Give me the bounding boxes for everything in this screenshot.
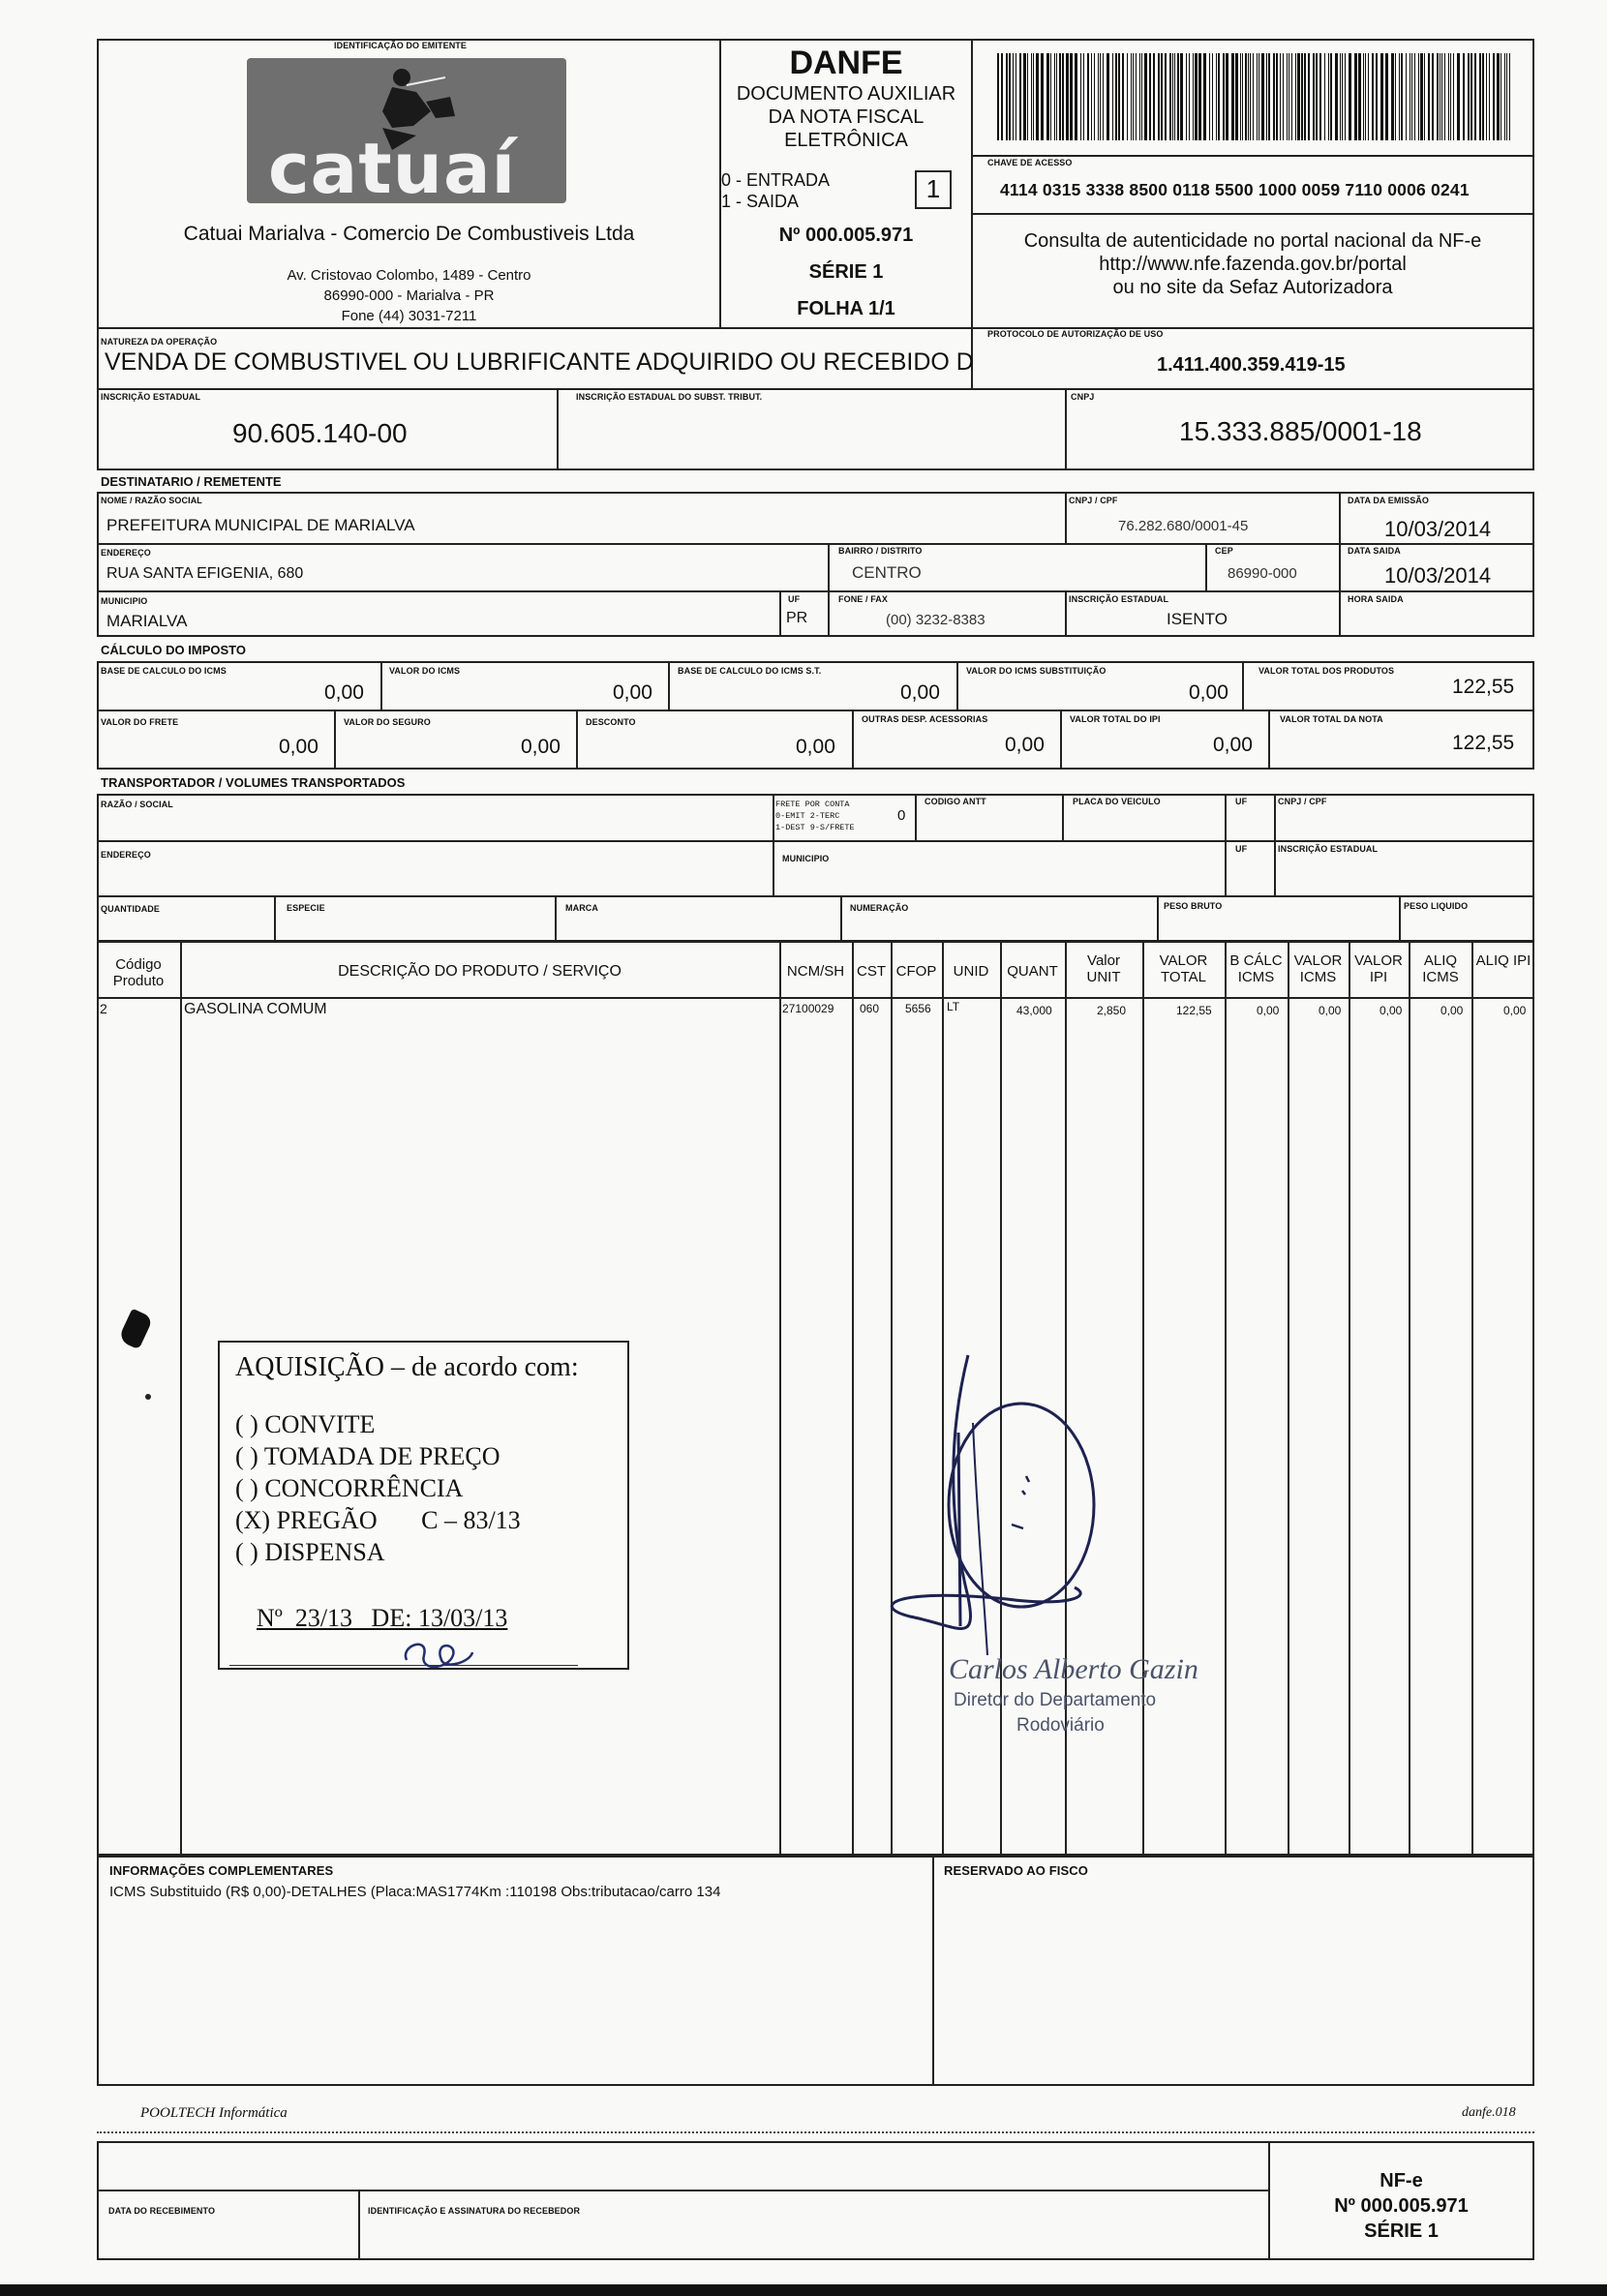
barcode-bar [1158,53,1160,140]
col-ncm: NCM/SH [786,963,845,980]
col-unit: UNID [953,963,989,980]
danfe-number: Nº 000.005.971 [778,225,914,246]
additional-info-label: INFORMAÇÕES COMPLEMENTARES [109,1863,334,1878]
state-reg-st-label: INSCRIÇÃO ESTADUAL DO SUBST. TRIBUT. [576,392,763,402]
numbering-label: NUMERAÇÃO [850,903,909,913]
barcode-bar [1036,53,1039,140]
barcode-bar [1258,53,1259,140]
col-unit-value: Valor UNIT [1086,952,1121,985]
freight-by-line2: 0-EMIT 2-TERC [775,811,840,821]
barcode-bar [1280,53,1281,140]
state-reg-value: 90.605.140-00 [232,418,408,448]
barcode-bar [1149,53,1151,140]
row-unit-value: 2,850 [1097,1004,1127,1017]
barcode-bar [1248,53,1249,140]
logo-wordmark: catuaí [268,128,517,203]
barcode-bar [1209,53,1210,140]
barcode-bar [1257,53,1258,140]
barcode-bar [1083,53,1084,140]
barcode-bar [1223,53,1225,140]
barcode-bar [1087,53,1089,140]
col-total: VALOR TOTAL [1159,952,1208,985]
freight: 0,00 [279,736,318,758]
barcode-bar [1463,53,1465,140]
barcode-bar [1295,53,1296,140]
barcode-bar [1399,53,1400,140]
barcode-bar [1340,53,1341,140]
barcode-bar [1297,53,1300,140]
barcode-bar [1103,53,1104,140]
barcode-bar [1313,53,1315,140]
barcode-bar [1493,53,1495,140]
danfe-page: FOLHA 1/1 [797,298,895,319]
freight-by-line3: 1-DEST 9-S/FRETE [775,823,855,832]
barcode-bar [1504,53,1505,140]
icms-st-value-label: VALOR DO ICMS SUBSTITUIÇÃO [966,666,1107,676]
barcode-bar [1094,53,1095,140]
row-total: 122,55 [1176,1004,1212,1017]
barcode-bar [1136,53,1137,140]
col-icms-value: VALOR ICMS [1293,952,1343,985]
stamp-opt2: ( ) TOMADA DE PREÇO [235,1442,500,1470]
barcode-bar [1372,53,1374,140]
barcode-bar [1019,53,1021,140]
antt-label: CODIGO ANTT [925,797,986,806]
col-ipi-value: VALOR IPI [1354,952,1403,985]
icms-value-label: VALOR DO ICMS [389,666,461,676]
fisco-label: RESERVADO AO FISCO [944,1863,1088,1878]
col-cfop: CFOP [895,963,937,980]
icms-value: 0,00 [613,681,652,704]
barcode [997,53,1510,140]
barcode-bar [1457,53,1460,140]
recipient-name-label: NOME / RAZÃO SOCIAL [101,496,202,505]
barcode-bar [1474,53,1476,140]
barcode-bar [1027,53,1028,140]
insurance-label: VALOR DO SEGURO [344,717,431,727]
barcode-bar [1098,53,1099,140]
issuer-address-line1: Av. Cristovao Colombo, 1489 - Centro [287,267,531,284]
barcode-bar [1046,53,1049,140]
danfe-subtitle-3: ELETRÔNICA [784,130,908,151]
barcode-bar [1424,53,1425,140]
barcode-bar [1161,53,1163,140]
protocol-label: PROTOCOLO DE AUTORIZAÇÃO DE USO [987,329,1164,339]
barcode-bar [1316,53,1318,140]
issue-date: 10/03/2014 [1384,517,1492,541]
issuer-logo [247,58,566,203]
barcode-bar [1006,53,1008,140]
danfe-title: DANFE [789,45,903,81]
icms-st-base-label: BASE DE CALCULO DO ICMS S.T. [678,666,822,676]
row-unit: LT [947,1000,960,1013]
products-total: 122,55 [1452,676,1515,698]
other-label: OUTRAS DESP. ACESSORIAS [862,714,988,724]
stub-nfe-number: Nº 000.005.971 [1334,2195,1469,2217]
handwritten-initials [395,1631,482,1679]
barcode-bar [1432,53,1434,140]
danfe-subtitle-1: DOCUMENTO AUXILIAR [736,83,956,105]
row-icms-base: 0,00 [1257,1004,1280,1017]
barcode-bar [1365,53,1366,140]
barcode-bar [1141,53,1142,140]
barcode-bar [1497,53,1500,140]
barcode-bar [1448,53,1449,140]
barcode-bar [1169,53,1171,140]
handwritten-signature [852,1336,1123,1704]
transport-address-label: ENDEREÇO [101,850,151,860]
city: MARIALVA [106,612,188,630]
barcode-bar [1328,53,1329,140]
cnpj-value: 15.333.885/0001-18 [1179,416,1422,446]
barcode-bar [1385,53,1388,140]
uf-label: UF [788,594,801,604]
col-code: Código Produto [112,956,165,989]
barcode-bar [1428,53,1430,140]
stub-nfe: NF-e [1380,2170,1423,2191]
consult-line1: Consulta de autenticidade no portal nacional da NF-e [1023,230,1482,252]
col-cst: CST [857,963,886,980]
cut-line [97,2131,1534,2133]
barcode-bar [1080,53,1081,140]
barcode-bar [1376,53,1378,140]
acquisition-stamp [218,1341,629,1670]
barcode-bar [1283,53,1284,140]
barcode-bar [1062,53,1064,140]
phone: (00) 3232-8383 [886,612,985,628]
icms-st-base: 0,00 [900,681,940,704]
nature-value: VENDA DE COMBUSTIVEL OU LUBRIFICANTE ADQUIRIDO OU RECEBIDO D [105,348,974,376]
barcode-bar [1266,53,1267,140]
issuer-name: Catuai Marialva - Comercio De Combustiveis Ltda [183,223,635,245]
stamp-opt4: (X) PREGÃO C – 83/13 [235,1506,521,1534]
icms-base: 0,00 [324,681,364,704]
barcode-bar [1075,53,1077,140]
barcode-bar [1059,53,1061,140]
issuer-address-line2: 86990-000 - Marialva - PR [323,287,495,304]
recipient-name: PREFEITURA MUNICIPAL DE MARIALVA [106,516,415,534]
issue-date-label: DATA DA EMISSÃO [1348,496,1429,505]
stamp-opt1: ( ) CONVITE [235,1410,376,1438]
transport-uf2-label: UF [1235,844,1248,854]
row-icms-value: 0,00 [1319,1004,1342,1017]
recipient-state-reg-label: INSCRIÇÃO ESTADUAL [1069,594,1169,604]
barcode-bar [1131,53,1132,140]
barcode-bar [1172,53,1173,140]
barcode-bar [1308,53,1310,140]
barcode-bar [1411,53,1412,140]
row-desc: GASOLINA COMUM [184,1001,327,1017]
qty-label: QUANTIDADE [101,904,160,914]
barcode-bar [1133,53,1134,140]
barcode-bar [1153,53,1155,140]
state-reg-label: INSCRIÇÃO ESTADUAL [101,392,201,402]
species-label: ESPECIE [287,903,325,913]
danfe-series: SÉRIE 1 [808,261,884,283]
tax-section: CÁLCULO DO IMPOSTO [101,643,246,657]
consult-line3: ou no site da Sefaz Autorizadora [1112,277,1393,298]
access-key[interactable]: 4114 0315 3338 8500 0118 5500 1000 0059 7110 0006 0241 [1000,180,1470,199]
row-ipi-rate: 0,00 [1503,1004,1527,1017]
freight-by-line1: FRETE POR CONTA [775,800,850,809]
recipient-box [97,492,1534,637]
barcode-bar [997,53,999,140]
barcode-bar [1112,53,1113,140]
stamp-opt5: ( ) DISPENSA [235,1538,385,1566]
barcode-bar [1444,53,1445,140]
barcode-bar [1319,53,1321,140]
barcode-bar [1245,53,1247,140]
barcode-bar [1330,53,1332,140]
barcode-bar [1231,53,1234,140]
icms-st-value: 0,00 [1189,681,1228,704]
freight-by: 0 [897,807,906,824]
barcode-bar [1349,53,1351,140]
col-desc: DESCRIÇÃO DO PRODUTO / SERVIÇO [338,963,622,980]
stamp-number-line: Nº 23/13 DE: 13/03/13 [257,1604,508,1632]
barcode-bar [1479,53,1481,140]
phone-label: FONE / FAX [838,594,889,604]
signer-role-line2: Rodoviário [1016,1715,1105,1736]
products-total-label: VALOR TOTAL DOS PRODUTOS [1258,666,1395,676]
barcode-bar [1368,53,1369,140]
barcode-bar [1033,53,1034,140]
barcode-bar [1066,53,1069,140]
discount: 0,00 [796,736,835,758]
barcode-bar [1212,53,1213,140]
gross-weight-label: PESO BRUTO [1164,901,1223,911]
barcode-bar [1489,53,1490,140]
row-code: 2 [100,1001,107,1016]
barcode-bar [1354,53,1357,140]
barcode-bar [1193,53,1194,140]
transport-state-reg-label: INSCRIÇÃO ESTADUAL [1278,844,1379,854]
barcode-bar [1235,53,1238,140]
col-qty: QUANT [1007,963,1058,980]
barcode-bar [1324,53,1325,140]
barcode-bar [1261,53,1264,140]
brand-label: MARCA [565,903,598,913]
barcode-bar [1198,53,1201,140]
barcode-bar [1509,53,1510,140]
col-ipi-rate: ALIQ IPI [1475,952,1531,969]
barcode-bar [1304,53,1306,140]
barcode-bar [1253,53,1254,140]
transport-section: TRANSPORTADOR / VOLUMES TRANSPORTADOS [101,775,406,790]
barcode-bar [1401,53,1403,140]
row-icms-rate: 0,00 [1440,1004,1464,1017]
barcode-bar [1287,53,1288,140]
recipient-address: RUA SANTA EFIGENIA, 680 [106,565,304,582]
barcode-bar [1506,53,1507,140]
stamp-title: AQUISIÇÃO – de acordo com: [235,1352,579,1382]
form-code: danfe.018 [1462,2105,1516,2120]
barcode-bar [1165,53,1167,140]
barcode-bar [1091,53,1092,140]
row-qty: 43,000 [1016,1004,1052,1017]
signer-role-line1: Diretor do Departamento [954,1690,1157,1710]
barcode-bar [1437,53,1439,140]
barcode-bar [1380,53,1383,140]
other: 0,00 [1005,734,1045,756]
barcode-bar [1273,53,1275,140]
cep: 86990-000 [1228,565,1297,582]
recipient-cnpj-label: CNPJ / CPF [1069,496,1118,505]
additional-info: ICMS Substituido (R$ 0,00)-DETALHES (Placa:MAS1774Km :110198 Obs:tributacao/carro 134 [109,1884,721,1900]
invoice-total-label: VALOR TOTAL DA NOTA [1280,714,1383,724]
barcode-bar [1186,53,1187,140]
freight-label: VALOR DO FRETE [101,717,179,727]
barcode-bar [1301,53,1303,140]
barcode-bar [1250,53,1251,140]
col-icms-base: B CÁLC ICMS [1229,952,1283,985]
barcode-bar [1174,53,1175,140]
barcode-bar [1195,53,1198,140]
barcode-bar [1127,53,1128,140]
city-label: MUNICIPIO [101,596,148,606]
district: CENTRO [852,563,922,582]
transport-cnpj-label: CNPJ / CPF [1278,797,1327,806]
exit-date: 10/03/2014 [1384,563,1492,588]
barcode-bar [1050,53,1051,140]
barcode-bar [1471,53,1472,140]
barcode-bar [1023,53,1026,140]
stamp-opt3: ( ) CONCORRÊNCIA [235,1474,464,1502]
plate-label: PLACA DO VEICULO [1073,797,1161,806]
barcode-bar [1177,53,1179,140]
barcode-bar [1342,53,1343,140]
barcode-bar [1216,53,1217,140]
software-credit: POOLTECH Informática [140,2105,288,2121]
barcode-bar [1180,53,1183,140]
barcode-bar [1486,53,1487,140]
barcode-bar [1453,53,1454,140]
barcode-bar [1268,53,1270,140]
barcode-bar [1115,53,1117,140]
barcode-bar [1450,53,1451,140]
barcode-bar [1441,53,1442,140]
row-ncm: 27100029 [782,1002,834,1015]
nature-label: NATUREZA DA OPERAÇÃO [101,337,218,347]
barcode-bar [1118,53,1120,140]
barcode-bar [1291,53,1292,140]
barcode-bar [1335,53,1338,140]
receiver-label: IDENTIFICAÇÃO E ASSINATURA DO RECEBEDOR [368,2206,581,2216]
scan-edge [0,2284,1607,2296]
barcode-bar [1276,53,1278,140]
barcode-bar [1203,53,1206,140]
recipient-cnpj: 76.282.680/0001-45 [1118,518,1249,534]
ipi: 0,00 [1213,734,1253,756]
barcode-bar [1070,53,1073,140]
recipient-address-label: ENDEREÇO [101,548,151,558]
insurance: 0,00 [521,736,561,758]
barcode-bar [1107,53,1109,140]
barcode-bar [1418,53,1419,140]
uf: PR [786,610,808,626]
cnpj-label: CNPJ [1071,392,1095,402]
ink-dot [145,1394,151,1400]
danfe-exit-option: 1 - SAIDA [721,192,800,211]
barcode-bar [1009,53,1011,140]
danfe-subtitle-2: DA NOTA FISCAL [768,106,925,128]
protocol-value: 1.411.400.359.419-15 [1157,354,1346,376]
barcode-bar [1242,53,1243,140]
barcode-bar [1189,53,1190,140]
col-icms-rate: ALIQ ICMS [1422,952,1459,985]
barcode-bar [1391,53,1394,140]
transport-uf-label: UF [1235,797,1248,806]
barcode-bar [1468,53,1470,140]
exit-time-label: HORA SAIDA [1348,594,1404,604]
barcode-bar [1054,53,1055,140]
barcode-bar [1139,53,1140,140]
discount-label: DESCONTO [586,717,636,727]
consult-line2[interactable]: http://www.nfe.fazenda.gov.br/portal [1099,254,1407,275]
stub-nfe-series: SÉRIE 1 [1364,2220,1439,2242]
transport-city-label: MUNICIPIO [782,854,830,863]
barcode-bar [1056,53,1057,140]
exit-date-label: DATA SAIDA [1348,546,1401,556]
barcode-bar [1406,53,1407,140]
carrier-name-label: RAZÃO / SOCIAL [101,800,173,809]
barcode-bar [1358,53,1361,140]
barcode-bar [1363,53,1364,140]
recipient-section: DESTINATARIO / REMETENTE [101,474,282,489]
access-key-label: CHAVE DE ACESSO [987,158,1073,167]
icms-base-label: BASE DE CALCULO DO ICMS [101,666,227,676]
invoice-total: 122,55 [1452,732,1515,754]
barcode-bar [1395,53,1396,140]
recipient-state-reg: ISENTO [1167,610,1228,628]
barcode-bar [1226,53,1228,140]
issuer-phone: Fone (44) 3031-7211 [341,308,477,324]
row-ipi-value: 0,00 [1380,1004,1403,1017]
danfe-type-value: 1 [925,174,941,203]
signer-name: Carlos Alberto Gazin [949,1653,1198,1685]
cep-label: CEP [1215,546,1233,556]
district-label: BAIRRO / DISTRITO [838,546,923,556]
ipi-label: VALOR TOTAL DO IPI [1070,714,1161,724]
danfe-entry-option: 0 - ENTRADA [721,170,831,190]
row-cst: 060 [860,1002,880,1015]
barcode-bar [1013,53,1014,140]
row-cfop: 5656 [905,1002,931,1015]
issuer-section-label: IDENTIFICAÇÃO DO EMITENTE [334,41,467,50]
barcode-bar [1420,53,1423,140]
barcode-bar [1041,53,1044,140]
barcode-bar [1482,53,1484,140]
barcode-bar [1414,53,1415,140]
barcode-bar [1001,53,1003,140]
net-weight-label: PESO LIQUIDO [1404,901,1469,911]
barcode-bar [1240,53,1241,140]
barcode-bar [1031,53,1032,140]
receipt-date-label: DATA DO RECEBIMENTO [108,2206,216,2216]
barcode-bar [1345,53,1346,140]
barcode-bar [1122,53,1124,140]
barcode-bar [1144,53,1147,140]
barcode-bar [1100,53,1101,140]
barcode-bar [1218,53,1220,140]
